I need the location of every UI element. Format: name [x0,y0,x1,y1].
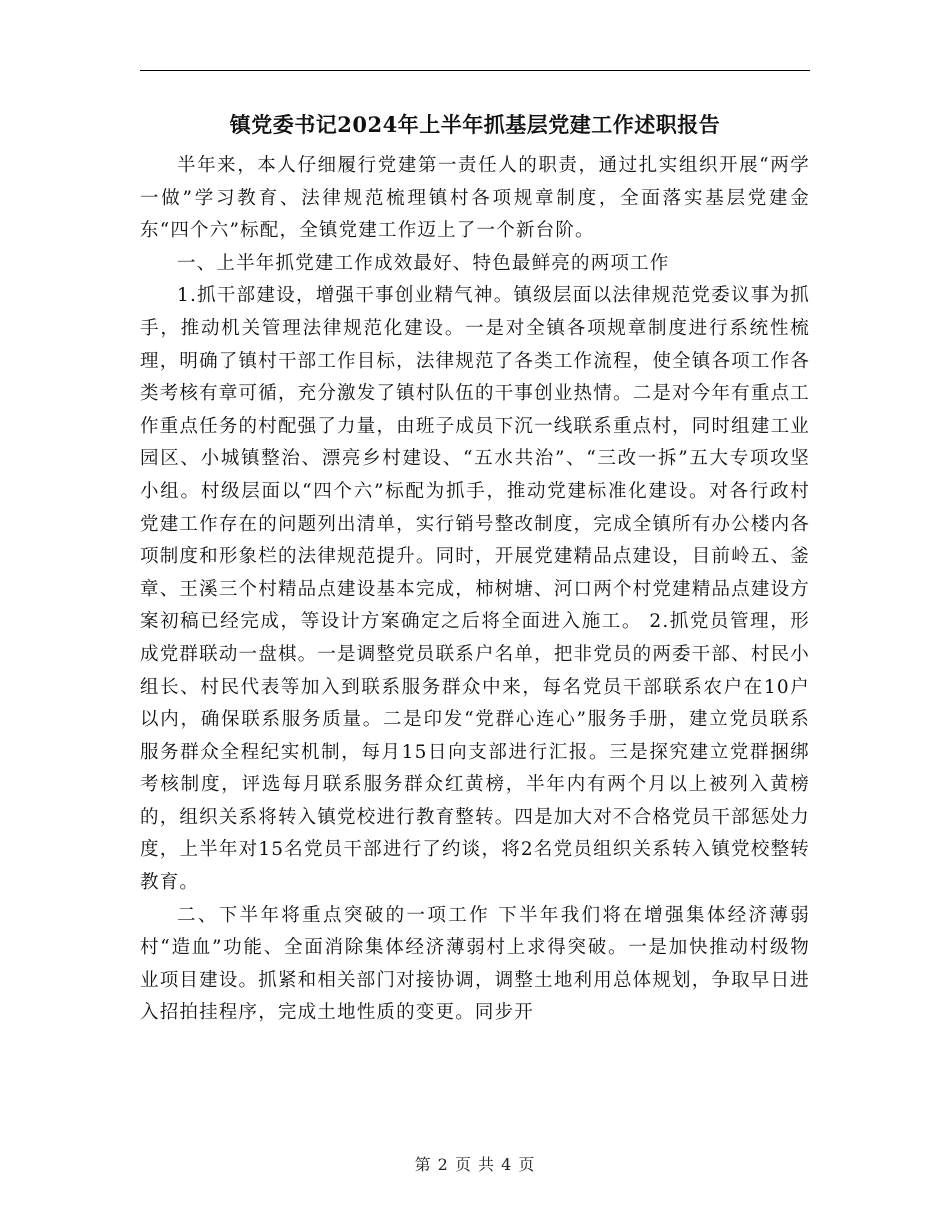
section-heading-1: 一、上半年抓党建工作成效最好、特色最鲜亮的两项工作 [177,252,670,274]
paragraph-cadre-and-member-work: 1.抓干部建设，增强干事创业精气神。镇级层面以法律规范党委议事为抓手，推动机关管理法律规范化建设。一是对全镇各项规章制度进行系统性梳理，明确了镇村干部工作目标，法律规范了各类工作流程，使全镇各项工作各类考核有章可循，充分激发了镇村队伍的干事创业热情。二是对今年有重点工作重点任务的村配强了力量，由班子成员下沉一线联系重点村，同时组建工业园区、小城镇整治、漂亮乡村建设、“五水共治”、“三改一拆”五大专项攻坚小组。村级层面以“四个六”标配为抓手，推动党建标准化建设。对各行政村党建工作存在的问题列出清单，实行销号整改制度，完成全镇所有办公楼内各项制度和形象栏的法律规范提升。同时，开展党建精品点建设，目前岭五、釜章、王溪三个村精品点建设基本完成，柿树塘、河口两个村党建精品点建设方案初稿已经完成，等设计方案确定之后将全面进入施工。 2.抓党员管理，形成党群联动一盘棋。一是调整党员联系户名单，把非党员的两委干部、村民小组长、村民代表等加入到联系服务群众中来，每名党员干部联系农户在10户以内，确保联系服务质量。二是印发“党群心连心”服务手册，建立党员联系服务群众全程纪实机制，每月15日向支部进行汇报。三是探究建立党群捆绑考核制度，评选每月联系服务群众红黄榜，半年内有两个月以上被列入黄榜的，组织关系将转入镇党校进行教育整转。四是加大对不合格党员干部惩处力度，上半年对15名党员干部进行了约谈，将2名党员组织关系转入镇党校整转教育。 [140,285,810,894]
section-heading-2-paragraph: 二、下半年将重点突破的一项工作 下半年我们将在增强集体经济薄弱村“造血”功能、全面消除集体经济薄弱村上求得突破。一是加快推动村级物业项目建设。抓紧和相关部门对接协调，调整土地利用总体规划，争取早日进入招拍挂程序，完成土地性质的变更。同步开 [140,904,810,1024]
header-rule [140,70,810,71]
document-title: 镇党委书记2024年上半年抓基层党建工作述职报告 [229,112,721,137]
paragraph-intro: 半年来，本人仔细履行党建第一责任人的职责，通过扎实组织开展“两学一做”学习教育、法律规范梳理镇村各项规章制度，全面落实基层党建金东“四个六”标配，全镇党建工作迈上了一个新台阶。 [140,155,810,242]
document-body [140,104,810,1030]
page-number-footer: 第 2 页 共 4 页 [414,1155,536,1174]
